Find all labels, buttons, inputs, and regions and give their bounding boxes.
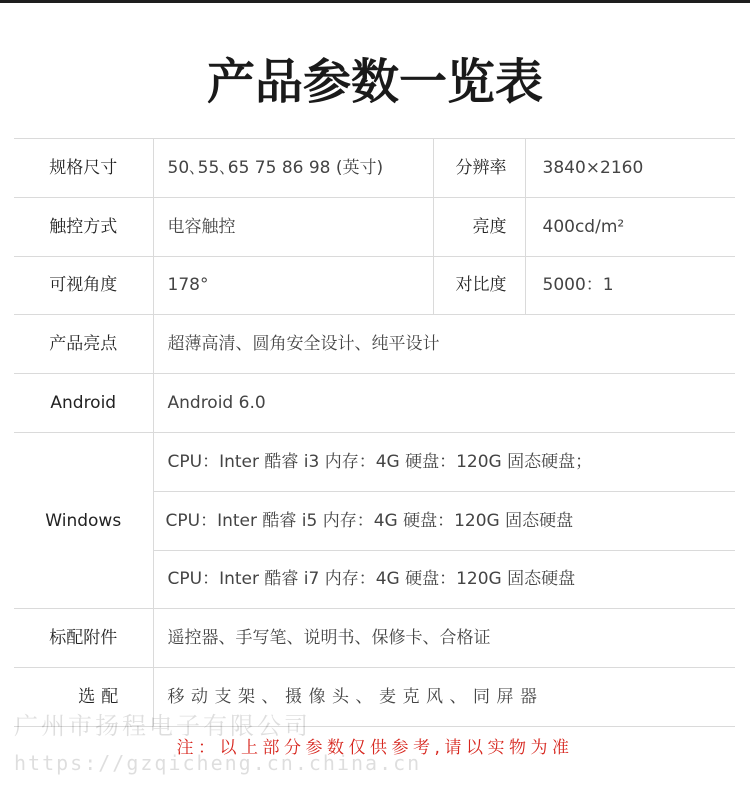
contrast-value: 5000：1: [525, 256, 735, 315]
resolution-value: 3840×2160: [525, 139, 735, 198]
spec-table: [14, 138, 735, 727]
spec-row-accessories: [14, 609, 735, 668]
optional-label: 选配: [14, 668, 153, 727]
windows-i7-value: CPU：Inter 酷睿 i7 内存：4G 硬盘：120G 固态硬盘: [153, 550, 735, 609]
size-label: 规格尺寸: [14, 139, 153, 198]
android-label: Android: [14, 374, 153, 433]
highlights-label: 产品亮点: [14, 315, 153, 374]
highlights-value: 超薄高清、圆角安全设计、纯平设计: [153, 315, 735, 374]
optional-value: 移动支架、摄像头、麦克风、同屏器: [153, 668, 735, 727]
spec-row-touch: [14, 197, 735, 256]
windows-i3-value: CPU：Inter 酷睿 i3 内存：4G 硬盘：120G 固态硬盘；: [153, 432, 735, 491]
top-divider-bar: [0, 0, 750, 3]
resolution-label: 分辨率: [433, 139, 525, 198]
disclaimer-note: 注：以上部分参数仅供参考,请以实物为准: [176, 738, 574, 758]
size-value: 50､55､65 75 86 98 (英寸): [153, 139, 433, 198]
spec-row-viewing-angle: [14, 256, 735, 315]
touch-value: 电容触控: [153, 197, 433, 256]
spec-row-highlights: [14, 315, 735, 374]
contrast-label: 对比度: [433, 256, 525, 315]
spec-row-windows-i3: [14, 432, 735, 491]
windows-label: Windows: [14, 432, 153, 608]
spec-row-android: [14, 374, 735, 433]
watermark-company: 广州市扬程电子有限公司: [14, 712, 311, 740]
brightness-value: 400cd/m²: [525, 197, 735, 256]
watermark-url: https://gzqicheng.cn.china.cn: [14, 751, 422, 775]
touch-label: 触控方式: [14, 197, 153, 256]
page-title: 产品参数一览表: [206, 54, 543, 110]
accessories-label: 标配附件: [14, 609, 153, 668]
viewing-angle-label: 可视角度: [14, 256, 153, 315]
android-value: Android 6.0: [153, 374, 735, 433]
spec-row-size: [14, 139, 735, 198]
brightness-label: 亮度: [433, 197, 525, 256]
viewing-angle-value: 178°: [153, 256, 433, 315]
windows-i5-value: CPU：Inter 酷睿 i5 内存：4G 硬盘：120G 固态硬盘: [153, 491, 735, 550]
accessories-value: 遥控器、手写笔、说明书、保修卡、合格证: [153, 609, 735, 668]
